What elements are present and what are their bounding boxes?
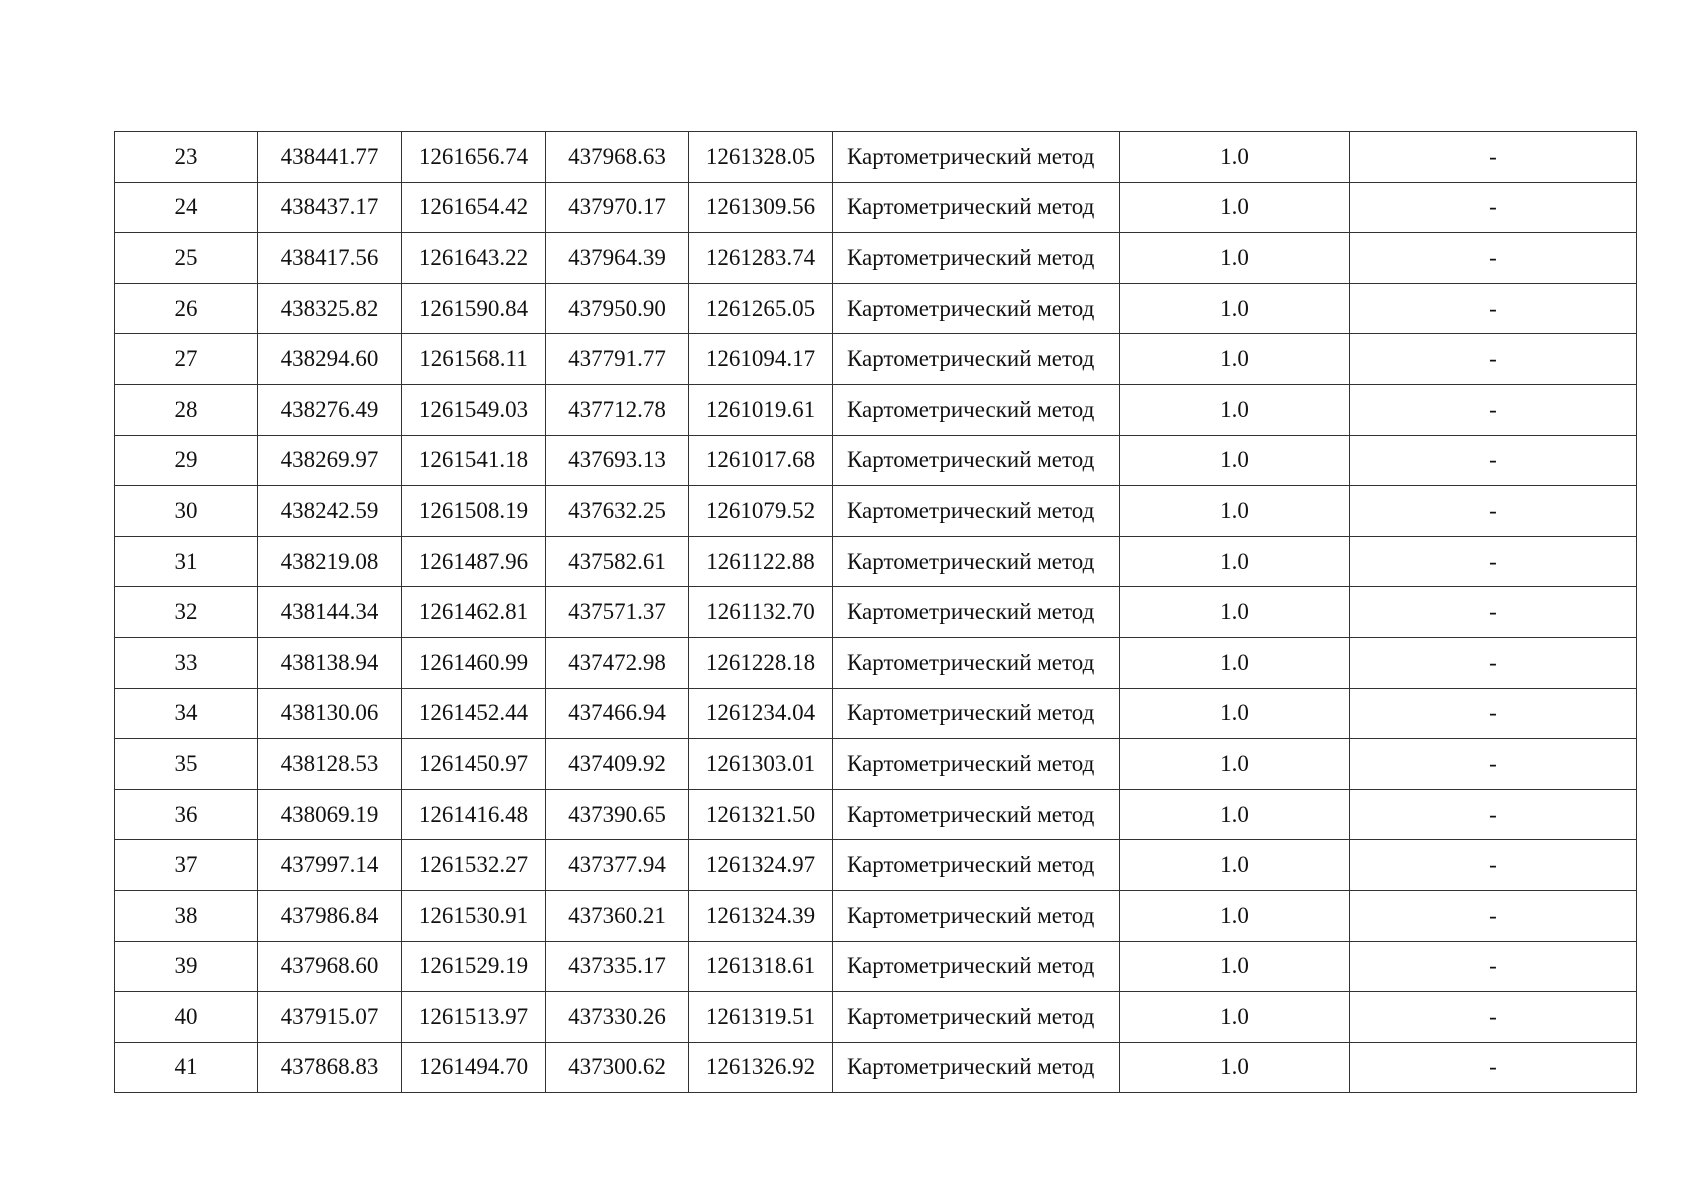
method-cell: Картометрический метод (833, 992, 1120, 1043)
old-y-cell: 1261656.74 (402, 132, 546, 183)
new-x-cell: 437791.77 (546, 334, 689, 385)
new-x-cell: 437970.17 (546, 182, 689, 233)
new-x-cell: 437582.61 (546, 536, 689, 587)
new-x-cell: 437330.26 (546, 992, 689, 1043)
old-y-cell: 1261541.18 (402, 435, 546, 486)
table-row (115, 890, 1637, 941)
accuracy-cell: 1.0 (1120, 840, 1350, 891)
accuracy-cell: 1.0 (1120, 283, 1350, 334)
description-cell: - (1350, 941, 1637, 992)
table-row (115, 283, 1637, 334)
description-cell: - (1350, 435, 1637, 486)
point-number-cell: 39 (115, 941, 258, 992)
method-cell: Картометрический метод (833, 1042, 1120, 1093)
method-cell: Картометрический метод (833, 739, 1120, 790)
new-x-cell: 437360.21 (546, 890, 689, 941)
new-y-cell: 1261328.05 (689, 132, 833, 183)
method-cell: Картометрический метод (833, 334, 1120, 385)
description-cell: - (1350, 536, 1637, 587)
method-cell: Картометрический метод (833, 637, 1120, 688)
accuracy-cell: 1.0 (1120, 637, 1350, 688)
description-cell: - (1350, 789, 1637, 840)
description-cell: - (1350, 587, 1637, 638)
point-number-cell: 37 (115, 840, 258, 891)
method-cell: Картометрический метод (833, 587, 1120, 638)
new-y-cell: 1261122.88 (689, 536, 833, 587)
description-cell: - (1350, 384, 1637, 435)
table-row (115, 435, 1637, 486)
old-y-cell: 1261529.19 (402, 941, 546, 992)
old-y-cell: 1261590.84 (402, 283, 546, 334)
method-cell: Картометрический метод (833, 182, 1120, 233)
old-x-cell: 438144.34 (258, 587, 402, 638)
old-x-cell: 438219.08 (258, 536, 402, 587)
new-x-cell: 437377.94 (546, 840, 689, 891)
accuracy-cell: 1.0 (1120, 334, 1350, 385)
new-x-cell: 437968.63 (546, 132, 689, 183)
point-number-cell: 24 (115, 182, 258, 233)
table-row (115, 637, 1637, 688)
new-y-cell: 1261326.92 (689, 1042, 833, 1093)
old-x-cell: 438325.82 (258, 283, 402, 334)
old-x-cell: 437868.83 (258, 1042, 402, 1093)
old-x-cell: 437915.07 (258, 992, 402, 1043)
table-row (115, 941, 1637, 992)
description-cell: - (1350, 132, 1637, 183)
accuracy-cell: 1.0 (1120, 941, 1350, 992)
table-row (115, 739, 1637, 790)
new-y-cell: 1261318.61 (689, 941, 833, 992)
old-x-cell: 437968.60 (258, 941, 402, 992)
old-y-cell: 1261654.42 (402, 182, 546, 233)
method-cell: Картометрический метод (833, 941, 1120, 992)
point-number-cell: 27 (115, 334, 258, 385)
old-y-cell: 1261508.19 (402, 486, 546, 537)
accuracy-cell: 1.0 (1120, 739, 1350, 790)
method-cell: Картометрический метод (833, 132, 1120, 183)
method-cell: Картометрический метод (833, 890, 1120, 941)
old-y-cell: 1261568.11 (402, 334, 546, 385)
old-y-cell: 1261643.22 (402, 233, 546, 284)
accuracy-cell: 1.0 (1120, 233, 1350, 284)
old-y-cell: 1261462.81 (402, 587, 546, 638)
method-cell: Картометрический метод (833, 789, 1120, 840)
table-row (115, 840, 1637, 891)
point-number-cell: 28 (115, 384, 258, 435)
new-y-cell: 1261321.50 (689, 789, 833, 840)
table-body (115, 132, 1637, 1093)
accuracy-cell: 1.0 (1120, 587, 1350, 638)
new-x-cell: 437950.90 (546, 283, 689, 334)
old-y-cell: 1261450.97 (402, 739, 546, 790)
method-cell: Картометрический метод (833, 688, 1120, 739)
point-number-cell: 40 (115, 992, 258, 1043)
accuracy-cell: 1.0 (1120, 132, 1350, 183)
new-x-cell: 437571.37 (546, 587, 689, 638)
description-cell: - (1350, 233, 1637, 284)
table-row (115, 132, 1637, 183)
new-y-cell: 1261132.70 (689, 587, 833, 638)
old-x-cell: 438128.53 (258, 739, 402, 790)
point-number-cell: 35 (115, 739, 258, 790)
new-y-cell: 1261283.74 (689, 233, 833, 284)
description-cell: - (1350, 334, 1637, 385)
old-x-cell: 438130.06 (258, 688, 402, 739)
old-x-cell: 437986.84 (258, 890, 402, 941)
new-y-cell: 1261309.56 (689, 182, 833, 233)
method-cell: Картометрический метод (833, 486, 1120, 537)
description-cell: - (1350, 283, 1637, 334)
point-number-cell: 38 (115, 890, 258, 941)
new-x-cell: 437472.98 (546, 637, 689, 688)
accuracy-cell: 1.0 (1120, 384, 1350, 435)
accuracy-cell: 1.0 (1120, 435, 1350, 486)
accuracy-cell: 1.0 (1120, 992, 1350, 1043)
description-cell: - (1350, 1042, 1637, 1093)
point-number-cell: 25 (115, 233, 258, 284)
old-x-cell: 438417.56 (258, 233, 402, 284)
new-y-cell: 1261019.61 (689, 384, 833, 435)
old-y-cell: 1261452.44 (402, 688, 546, 739)
point-number-cell: 23 (115, 132, 258, 183)
accuracy-cell: 1.0 (1120, 688, 1350, 739)
table-row (115, 182, 1637, 233)
table-row (115, 334, 1637, 385)
new-x-cell: 437693.13 (546, 435, 689, 486)
old-y-cell: 1261487.96 (402, 536, 546, 587)
point-number-cell: 34 (115, 688, 258, 739)
table-row (115, 384, 1637, 435)
new-x-cell: 437409.92 (546, 739, 689, 790)
old-y-cell: 1261494.70 (402, 1042, 546, 1093)
old-y-cell: 1261513.97 (402, 992, 546, 1043)
old-x-cell: 437997.14 (258, 840, 402, 891)
table-row (115, 1042, 1637, 1093)
new-y-cell: 1261017.68 (689, 435, 833, 486)
point-number-cell: 32 (115, 587, 258, 638)
table-row (115, 536, 1637, 587)
new-x-cell: 437964.39 (546, 233, 689, 284)
point-number-cell: 36 (115, 789, 258, 840)
new-y-cell: 1261228.18 (689, 637, 833, 688)
method-cell: Картометрический метод (833, 283, 1120, 334)
accuracy-cell: 1.0 (1120, 486, 1350, 537)
old-y-cell: 1261416.48 (402, 789, 546, 840)
description-cell: - (1350, 637, 1637, 688)
new-x-cell: 437300.62 (546, 1042, 689, 1093)
accuracy-cell: 1.0 (1120, 890, 1350, 941)
new-x-cell: 437335.17 (546, 941, 689, 992)
new-x-cell: 437466.94 (546, 688, 689, 739)
new-y-cell: 1261094.17 (689, 334, 833, 385)
description-cell: - (1350, 486, 1637, 537)
old-y-cell: 1261532.27 (402, 840, 546, 891)
point-number-cell: 30 (115, 486, 258, 537)
old-x-cell: 438269.97 (258, 435, 402, 486)
table-row (115, 233, 1637, 284)
accuracy-cell: 1.0 (1120, 1042, 1350, 1093)
point-number-cell: 31 (115, 536, 258, 587)
old-y-cell: 1261460.99 (402, 637, 546, 688)
description-cell: - (1350, 739, 1637, 790)
old-y-cell: 1261530.91 (402, 890, 546, 941)
new-y-cell: 1261234.04 (689, 688, 833, 739)
accuracy-cell: 1.0 (1120, 789, 1350, 840)
table-row (115, 486, 1637, 537)
old-x-cell: 438294.60 (258, 334, 402, 385)
method-cell: Картометрический метод (833, 536, 1120, 587)
point-number-cell: 29 (115, 435, 258, 486)
point-number-cell: 41 (115, 1042, 258, 1093)
old-x-cell: 438242.59 (258, 486, 402, 537)
new-y-cell: 1261265.05 (689, 283, 833, 334)
table-row (115, 992, 1637, 1043)
new-y-cell: 1261324.97 (689, 840, 833, 891)
new-x-cell: 437390.65 (546, 789, 689, 840)
new-y-cell: 1261303.01 (689, 739, 833, 790)
table-row (115, 789, 1637, 840)
new-y-cell: 1261079.52 (689, 486, 833, 537)
coordinates-table (114, 131, 1637, 1093)
method-cell: Картометрический метод (833, 233, 1120, 284)
method-cell: Картометрический метод (833, 840, 1120, 891)
method-cell: Картометрический метод (833, 435, 1120, 486)
old-x-cell: 438276.49 (258, 384, 402, 435)
point-number-cell: 33 (115, 637, 258, 688)
method-cell: Картометрический метод (833, 384, 1120, 435)
table-row (115, 688, 1637, 739)
accuracy-cell: 1.0 (1120, 536, 1350, 587)
new-y-cell: 1261324.39 (689, 890, 833, 941)
new-x-cell: 437712.78 (546, 384, 689, 435)
description-cell: - (1350, 182, 1637, 233)
description-cell: - (1350, 840, 1637, 891)
table-row (115, 587, 1637, 638)
description-cell: - (1350, 992, 1637, 1043)
old-x-cell: 438441.77 (258, 132, 402, 183)
description-cell: - (1350, 688, 1637, 739)
new-y-cell: 1261319.51 (689, 992, 833, 1043)
old-x-cell: 438069.19 (258, 789, 402, 840)
old-y-cell: 1261549.03 (402, 384, 546, 435)
description-cell: - (1350, 890, 1637, 941)
old-x-cell: 438138.94 (258, 637, 402, 688)
new-x-cell: 437632.25 (546, 486, 689, 537)
point-number-cell: 26 (115, 283, 258, 334)
accuracy-cell: 1.0 (1120, 182, 1350, 233)
old-x-cell: 438437.17 (258, 182, 402, 233)
